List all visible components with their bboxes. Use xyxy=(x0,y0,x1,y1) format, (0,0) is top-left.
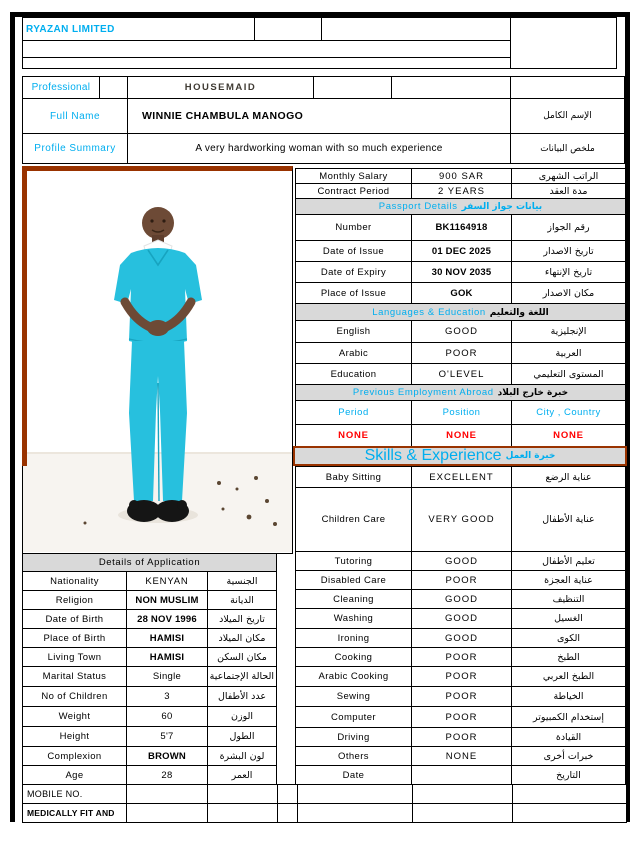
contract-passport-table xyxy=(295,168,626,447)
row-label-ar: الجنسية xyxy=(208,572,277,591)
row-value: 60 xyxy=(127,707,208,727)
header-empty-cell xyxy=(313,76,392,99)
row-value: GOOD xyxy=(412,609,512,629)
profile-summary-value xyxy=(127,133,511,164)
profile-summary-label-text: Profile Summary xyxy=(34,143,116,154)
row-value: HAMISI xyxy=(127,648,208,667)
languages-title-ar: اللغة والتعليم xyxy=(489,307,549,318)
table-row xyxy=(296,707,626,728)
empty-cell xyxy=(127,804,208,823)
row-label-ar: لون البشرة xyxy=(208,747,277,766)
row-label-ar: خبرات أخرى xyxy=(512,747,626,766)
row-label: Religion xyxy=(23,591,127,610)
row-value: 01 DEC 2025 xyxy=(412,241,512,262)
table-row xyxy=(296,283,626,304)
mobile-label: MOBILE NO. xyxy=(23,785,127,804)
row-label: Disabled Care xyxy=(296,571,412,590)
skills-title-en: Skills & Experience xyxy=(364,447,502,464)
profile-summary-label-ar xyxy=(510,133,625,164)
row-label: Marital Status xyxy=(23,667,127,687)
row-value: 28 NOV 1996 xyxy=(127,610,208,629)
header-empty-band xyxy=(22,57,511,69)
table-row xyxy=(296,609,626,629)
row-label-ar: الوزن xyxy=(208,707,277,727)
row-label-ar: المستوى التعليمي xyxy=(512,364,626,385)
row-label: Date of Issue xyxy=(296,241,412,262)
passport-title-ar: بيانات جواز السفر xyxy=(461,202,543,212)
row-value: POOR xyxy=(412,667,512,687)
row-label-ar: رقم الجواز xyxy=(512,215,626,241)
row-label-ar: مكان السكن xyxy=(208,648,277,667)
empty-cell xyxy=(298,785,413,804)
row-value: GOOD xyxy=(412,552,512,571)
empty-cell xyxy=(278,785,298,804)
professional-label-text: Professional xyxy=(31,82,91,93)
row-value: HAMISI xyxy=(127,629,208,648)
table-row xyxy=(296,467,626,488)
row-label-ar: تاريخ الميلاد xyxy=(208,610,277,629)
medical-label: MEDICALLY FIT AND xyxy=(23,804,127,823)
row-label-ar: عناية العجزة xyxy=(512,571,626,590)
row-label: Arabic Cooking xyxy=(296,667,412,687)
row-label-ar: القيادة xyxy=(512,728,626,747)
row-label: Computer xyxy=(296,707,412,728)
row-label: Height xyxy=(23,727,127,747)
empty-cell xyxy=(513,804,627,823)
employment-period-value: NONE xyxy=(296,425,412,447)
table-row xyxy=(296,687,626,707)
employment-col-city: City , Country xyxy=(512,401,626,425)
empty-cell xyxy=(208,785,278,804)
header-empty-cell xyxy=(321,17,511,41)
row-label-ar: مكان الاصدار xyxy=(512,283,626,304)
header-empty-cell xyxy=(254,17,322,41)
employment-title-ar: خبرة خارج البلاد xyxy=(497,388,569,398)
row-value: VERY GOOD xyxy=(412,488,512,552)
row-label-ar: العربية xyxy=(512,343,626,364)
row-label: Driving xyxy=(296,728,412,747)
row-label: No of Children xyxy=(23,687,127,707)
company-name xyxy=(22,17,255,41)
table-row xyxy=(296,169,626,184)
empty-cell xyxy=(413,785,513,804)
row-label: Cleaning xyxy=(296,590,412,609)
row-label: Monthly Salary xyxy=(296,169,412,184)
row-label-ar: تاريخ الإنتهاء xyxy=(512,262,626,283)
full-name-value-text: WINNIE CHAMBULA MANOGO xyxy=(142,110,304,122)
row-value: POOR xyxy=(412,571,512,590)
profile-summary-value-text: A very hardworking woman with so much experience xyxy=(195,143,443,154)
row-label: Sewing xyxy=(296,687,412,707)
row-label: Education xyxy=(296,364,412,385)
empty-cell xyxy=(298,804,413,823)
row-label-ar: الديانة xyxy=(208,591,277,610)
profession-value-text: HOUSEMAID xyxy=(184,82,257,93)
row-value: 2 YEARS xyxy=(412,184,512,199)
empty-cell xyxy=(127,785,208,804)
table-row xyxy=(23,591,277,610)
row-value: POOR xyxy=(412,687,512,707)
footer-table xyxy=(22,784,627,823)
details-of-application-table xyxy=(22,553,277,785)
row-label-ar: مدة العقد xyxy=(512,184,626,199)
row-label-ar: التاريخ xyxy=(512,766,626,785)
row-label: Baby Sitting xyxy=(296,467,412,488)
details-section-header xyxy=(23,554,277,572)
table-row xyxy=(23,707,277,727)
row-label-ar: الطبخ العربي xyxy=(512,667,626,687)
table-row xyxy=(23,629,277,648)
frame-left-border xyxy=(10,12,15,822)
row-label: Arabic xyxy=(296,343,412,364)
row-label: Date of Birth xyxy=(23,610,127,629)
full-name-label xyxy=(22,98,128,134)
row-label-ar: تعليم الأطفال xyxy=(512,552,626,571)
row-label: Ironing xyxy=(296,629,412,648)
row-label: Others xyxy=(296,747,412,766)
profile-summary-label xyxy=(22,133,128,164)
empty-cell xyxy=(208,804,278,823)
table-row xyxy=(296,488,626,552)
details-title: Details of Application xyxy=(23,554,277,572)
header-empty-cell xyxy=(99,76,128,99)
row-label-ar: الإنجليزية xyxy=(512,321,626,343)
row-value: GOK xyxy=(412,283,512,304)
row-value: 900 SAR xyxy=(412,169,512,184)
table-row xyxy=(296,241,626,262)
row-value: 28 xyxy=(127,766,208,785)
profession-value xyxy=(127,76,314,99)
full-name-value xyxy=(127,98,511,134)
employment-data-row xyxy=(296,425,626,447)
row-label: English xyxy=(296,321,412,343)
row-value: NON MUSLIM xyxy=(127,591,208,610)
row-value: GOOD xyxy=(412,629,512,648)
empty-cell xyxy=(278,804,298,823)
row-label: Place of Birth xyxy=(23,629,127,648)
row-label: Age xyxy=(23,766,127,785)
header-empty-cell xyxy=(391,76,511,99)
row-value: EXCELLENT xyxy=(412,467,512,488)
row-value xyxy=(412,766,512,785)
row-value: GOOD xyxy=(412,321,512,343)
employment-col-position: Position xyxy=(412,401,512,425)
row-label-ar: التنظيف xyxy=(512,590,626,609)
row-value: 3 xyxy=(127,687,208,707)
table-row xyxy=(296,215,626,241)
table-row xyxy=(296,766,626,785)
row-label-ar: الكوى xyxy=(512,629,626,648)
row-label-ar: الطول xyxy=(208,727,277,747)
row-label: Nationality xyxy=(23,572,127,591)
row-label: Complexion xyxy=(23,747,127,766)
row-value: O'LEVEL xyxy=(412,364,512,385)
employment-columns-row xyxy=(296,401,626,425)
empty-cell xyxy=(413,804,513,823)
employment-position-value: NONE xyxy=(412,425,512,447)
row-value: Single xyxy=(127,667,208,687)
row-label-ar: الطبخ xyxy=(512,648,626,667)
row-label-ar: الراتب الشهرى xyxy=(512,169,626,184)
languages-title-en: Languages & Education xyxy=(372,306,486,318)
row-label: Living Town xyxy=(23,648,127,667)
table-row xyxy=(23,727,277,747)
skills-table xyxy=(295,466,626,785)
employment-title-en: Previous Employment Abroad xyxy=(352,387,494,398)
table-row xyxy=(296,343,626,364)
table-row xyxy=(296,747,626,766)
full-name-label-text: Full Name xyxy=(49,110,101,122)
row-label: Tutoring xyxy=(296,552,412,571)
table-row xyxy=(23,667,277,687)
full-name-label-ar xyxy=(510,98,625,134)
row-value: BK1164918 xyxy=(412,215,512,241)
skills-title-ar: خبرة العمل xyxy=(505,451,556,461)
row-value: POOR xyxy=(412,343,512,364)
skills-section-header xyxy=(293,446,627,466)
medical-row xyxy=(23,804,627,823)
row-value: POOR xyxy=(412,728,512,747)
profile-summary-label-ar-text: ملخص البيانات xyxy=(540,143,595,154)
passport-title-en: Passport Details xyxy=(378,201,458,212)
photo-frame-accent-border xyxy=(22,166,27,466)
table-row xyxy=(23,747,277,766)
row-label-ar: عناية الرضع xyxy=(512,467,626,488)
table-row xyxy=(296,321,626,343)
row-label: Date of Expiry xyxy=(296,262,412,283)
row-label-ar: إستخدام الكمبيوتر xyxy=(512,707,626,728)
applicant-photo-image xyxy=(23,171,292,552)
table-row xyxy=(296,552,626,571)
empty-cell xyxy=(513,785,627,804)
table-row xyxy=(296,590,626,609)
employment-city-value: NONE xyxy=(512,425,626,447)
row-label-ar: عدد الأطفال xyxy=(208,687,277,707)
applicant-photo xyxy=(22,166,293,554)
row-value: KENYAN xyxy=(127,572,208,591)
row-label: Contract Period xyxy=(296,184,412,199)
table-row xyxy=(296,571,626,590)
row-label: Date xyxy=(296,766,412,785)
row-value: POOR xyxy=(412,648,512,667)
row-value: GOOD xyxy=(412,590,512,609)
table-row xyxy=(296,648,626,667)
row-value: 30 NOV 2035 xyxy=(412,262,512,283)
row-label-ar: تاريخ الاصدار xyxy=(512,241,626,262)
languages-section-header xyxy=(296,304,626,321)
table-row xyxy=(23,766,277,785)
row-value: 5'7 xyxy=(127,727,208,747)
row-label-ar: العمر xyxy=(208,766,277,785)
row-value: POOR xyxy=(412,707,512,728)
row-label-ar: الحالة الإجتماعية xyxy=(208,667,277,687)
header-empty-cell xyxy=(510,76,625,99)
company-name-text: RYAZAN LIMITED xyxy=(26,23,115,35)
row-label: Number xyxy=(296,215,412,241)
row-label-ar: مكان الميلاد xyxy=(208,629,277,648)
table-row xyxy=(296,629,626,648)
table-row xyxy=(296,667,626,687)
table-row xyxy=(296,262,626,283)
table-row xyxy=(23,610,277,629)
header-empty-band xyxy=(22,40,511,58)
professional-label xyxy=(22,76,100,99)
mobile-row xyxy=(23,785,627,804)
row-label: Washing xyxy=(296,609,412,629)
row-label: Place of Issue xyxy=(296,283,412,304)
table-row xyxy=(296,364,626,385)
table-row xyxy=(23,572,277,591)
row-label: Children Care xyxy=(296,488,412,552)
table-row xyxy=(296,184,626,199)
row-label: Weight xyxy=(23,707,127,727)
passport-section-header xyxy=(296,199,626,215)
row-label: Cooking xyxy=(296,648,412,667)
row-value: NONE xyxy=(412,747,512,766)
employment-section-header xyxy=(296,385,626,401)
table-row xyxy=(23,687,277,707)
table-row xyxy=(23,648,277,667)
row-label-ar: عناية الأطفال xyxy=(512,488,626,552)
row-label-ar: الخياطة xyxy=(512,687,626,707)
row-label-ar: الغسيل xyxy=(512,609,626,629)
employment-col-period: Period xyxy=(296,401,412,425)
table-row xyxy=(296,728,626,747)
row-value: BROWN xyxy=(127,747,208,766)
full-name-label-ar-text: الإسم الكامل xyxy=(543,111,592,121)
logo-box xyxy=(510,17,617,69)
